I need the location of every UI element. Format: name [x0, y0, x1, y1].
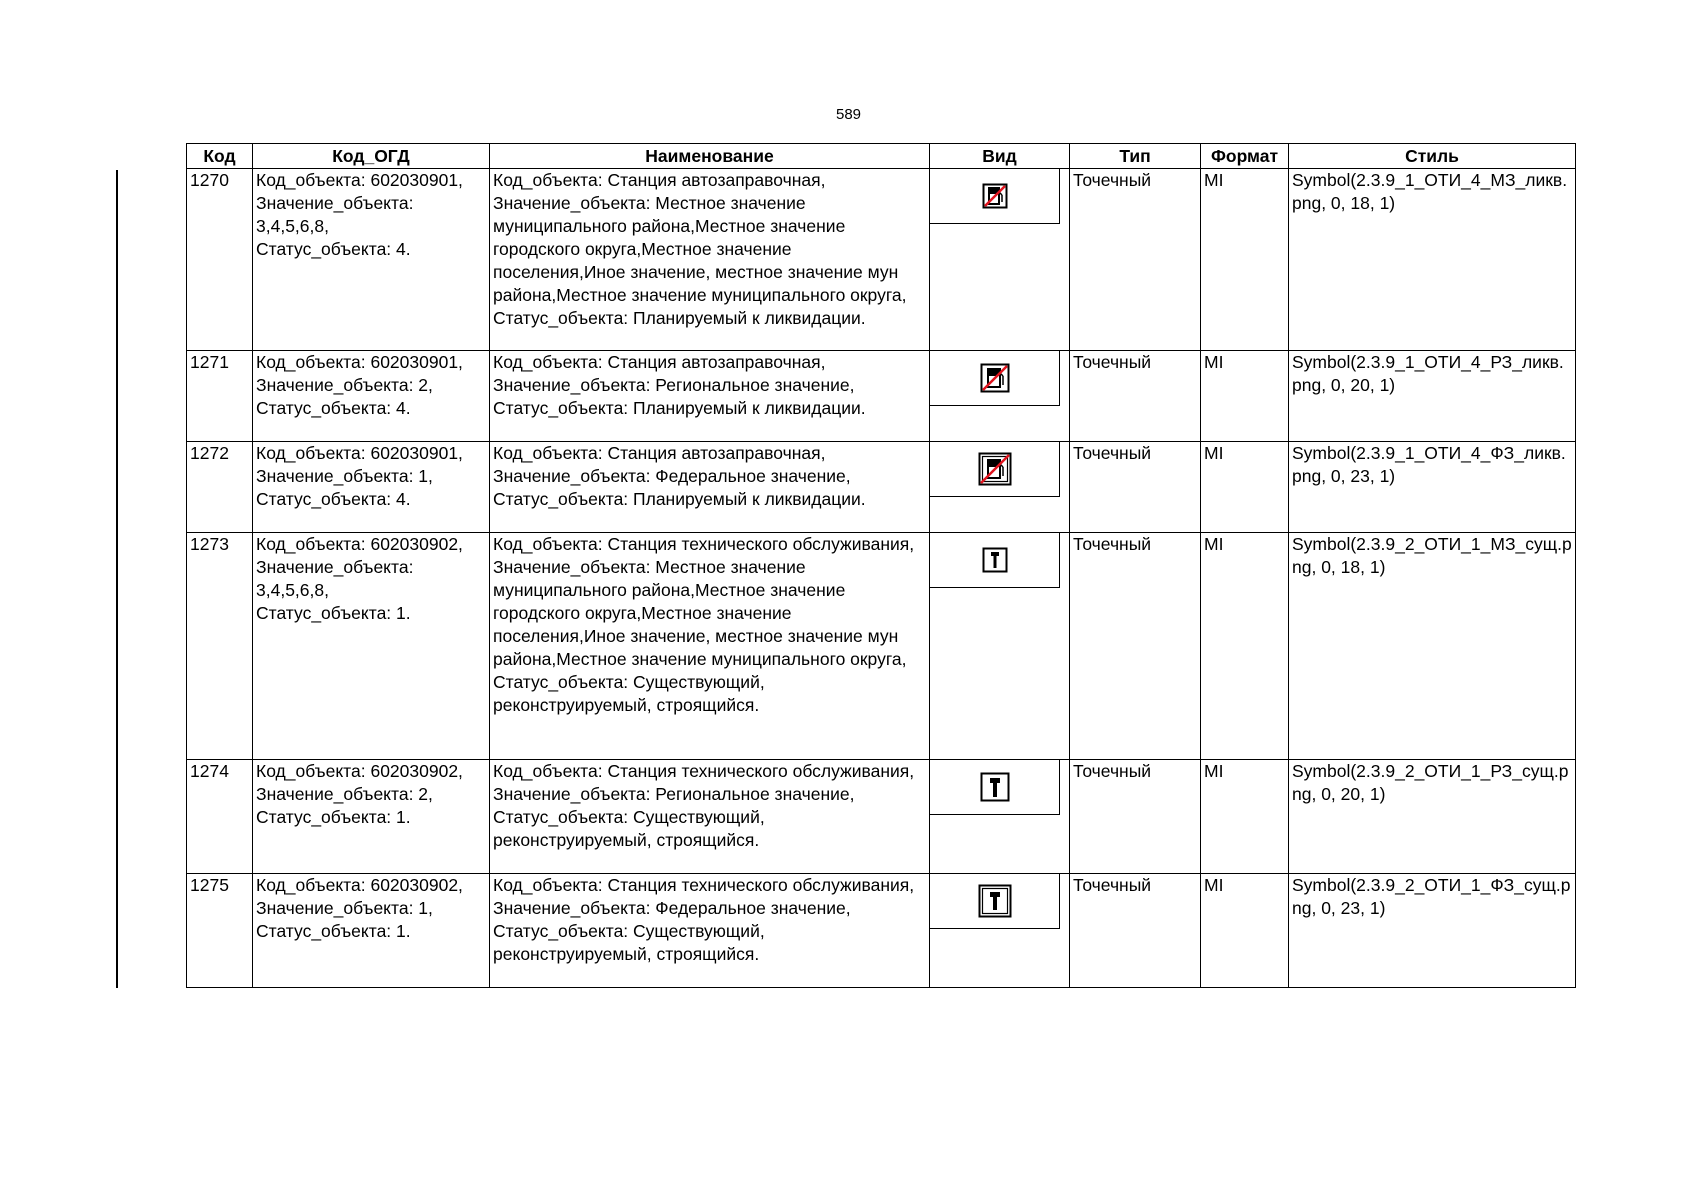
- view-cell: [930, 874, 1070, 988]
- symbol-preview: [930, 351, 1060, 406]
- ogd-line: Код_объекта: 602030901,: [256, 352, 463, 372]
- code-cell: 1270: [187, 169, 253, 351]
- symbol-preview: [930, 169, 1060, 224]
- code-cell: 1275: [187, 874, 253, 988]
- format-cell: MI: [1201, 760, 1289, 874]
- header-style: Стиль: [1289, 144, 1576, 169]
- table-row: [187, 760, 1576, 874]
- header-code: Код: [187, 144, 253, 169]
- symbol-preview: [930, 760, 1060, 815]
- symbol-preview: [930, 874, 1060, 929]
- fuel-station-liquidation-small-icon: [982, 183, 1008, 209]
- view-cell: [930, 760, 1070, 874]
- ogd-cell: [253, 169, 490, 351]
- name-cell: [490, 442, 930, 533]
- style-cell: Symbol(2.3.9_2_ОТИ_1_ФЗ_сущ.png, 0, 23, 1): [1289, 874, 1576, 988]
- format-cell: MI: [1201, 533, 1289, 760]
- ogd-line: Код_объекта: 602030901,: [256, 443, 463, 463]
- type-cell: Точечный: [1070, 442, 1201, 533]
- view-cell: [930, 442, 1070, 533]
- service-station-small-icon: [982, 547, 1008, 573]
- ogd-line: Значение_объекта:: [256, 193, 414, 213]
- ogd-line: 3,4,5,6,8,: [256, 216, 329, 236]
- view-cell: [930, 533, 1070, 760]
- margin-line: [116, 170, 118, 988]
- table-row: [187, 351, 1576, 442]
- ogd-cell: [253, 442, 490, 533]
- header-format: Формат: [1201, 144, 1289, 169]
- style-cell: Symbol(2.3.9_2_ОТИ_1_РЗ_сущ.png, 0, 20, 1): [1289, 760, 1576, 874]
- type-cell: Точечный: [1070, 760, 1201, 874]
- table-row: [187, 442, 1576, 533]
- ogd-line: Статус_объекта: 1.: [256, 921, 411, 941]
- ogd-line: Статус_объекта: 4.: [256, 489, 411, 509]
- symbol-table: [186, 143, 1576, 988]
- table-row: [187, 533, 1576, 760]
- code-cell: 1271: [187, 351, 253, 442]
- name-cell: [490, 169, 930, 351]
- format-cell: MI: [1201, 442, 1289, 533]
- name-text: Код_объекта: Станция автозаправочная, Значение_объекта: Региональное значение, Статус_объекта: Планируемый к ликвидации.: [493, 352, 866, 418]
- ogd-line: Значение_объекта: 1,: [256, 898, 433, 918]
- ogd-cell: [253, 351, 490, 442]
- ogd-line: Значение_объекта:: [256, 557, 414, 577]
- style-cell: Symbol(2.3.9_1_ОТИ_4_ФЗ_ликв.png, 0, 23, 1): [1289, 442, 1576, 533]
- code-cell: 1272: [187, 442, 253, 533]
- code-cell: 1273: [187, 533, 253, 760]
- table-header-row: [187, 144, 1576, 169]
- service-station-medium-icon: [980, 772, 1010, 802]
- page-number: 589: [835, 106, 862, 123]
- ogd-line: Статус_объекта: 4.: [256, 398, 411, 418]
- symbol-preview: [930, 533, 1060, 588]
- ogd-line: Статус_объекта: 4.: [256, 239, 411, 259]
- fuel-station-liquidation-large-icon: [978, 452, 1012, 486]
- fuel-station-liquidation-medium-icon: [980, 363, 1010, 393]
- table-row: [187, 169, 1576, 351]
- ogd-line: Код_объекта: 602030902,: [256, 761, 463, 781]
- style-cell: Symbol(2.3.9_2_ОТИ_1_МЗ_сущ.png, 0, 18, 1): [1289, 533, 1576, 760]
- name-text: Код_объекта: Станция автозаправочная, Значение_объекта: Местное значение муниципального района,Местное значение городского округа,Местное значение поселения,Иное значение, местное значение мун района,Местное значение муниципального округа, Статус_объекта: Планируемый к ликвидации.: [493, 170, 907, 328]
- code-cell: 1274: [187, 760, 253, 874]
- ogd-line: Статус_объекта: 1.: [256, 807, 411, 827]
- ogd-line: Код_объекта: 602030901,: [256, 170, 463, 190]
- format-cell: MI: [1201, 351, 1289, 442]
- name-text: Код_объекта: Станция технического обслуживания, Значение_объекта: Региональное значение, Статус_объекта: Существующий, реконструируемый, строящийся.: [493, 761, 915, 850]
- header-ogd: Код_ОГД: [253, 144, 490, 169]
- ogd-line: Значение_объекта: 1,: [256, 466, 433, 486]
- header-view: Вид: [930, 144, 1070, 169]
- format-cell: MI: [1201, 874, 1289, 988]
- service-station-large-icon: [978, 884, 1012, 918]
- name-cell: [490, 351, 930, 442]
- format-cell: MI: [1201, 169, 1289, 351]
- ogd-line: Статус_объекта: 1.: [256, 603, 411, 623]
- type-cell: Точечный: [1070, 351, 1201, 442]
- ogd-line: Значение_объекта: 2,: [256, 784, 433, 804]
- symbol-preview: [930, 442, 1060, 497]
- ogd-line: Код_объекта: 602030902,: [256, 534, 463, 554]
- ogd-cell: [253, 760, 490, 874]
- type-cell: Точечный: [1070, 169, 1201, 351]
- style-cell: Symbol(2.3.9_1_ОТИ_4_МЗ_ликв.png, 0, 18, 1): [1289, 169, 1576, 351]
- type-cell: Точечный: [1070, 533, 1201, 760]
- view-cell: [930, 351, 1070, 442]
- ogd-line: Код_объекта: 602030902,: [256, 875, 463, 895]
- table-row: [187, 874, 1576, 988]
- name-cell: [490, 760, 930, 874]
- name-text: Код_объекта: Станция автозаправочная, Значение_объекта: Федеральное значение, Статус_объекта: Планируемый к ликвидации.: [493, 443, 866, 509]
- ogd-cell: [253, 874, 490, 988]
- name-text: Код_объекта: Станция технического обслуживания, Значение_объекта: Федеральное значение, Статус_объекта: Существующий, реконструируемый, строящийся.: [493, 875, 915, 964]
- view-cell: [930, 169, 1070, 351]
- name-cell: [490, 533, 930, 760]
- header-name: Наименование: [490, 144, 930, 169]
- header-type: Тип: [1070, 144, 1201, 169]
- name-text: Код_объекта: Станция технического обслуживания, Значение_объекта: Местное значение муниципального района,Местное значение городского округа,Местное значение поселения,Иное значение, местное значение мун района,Местное значение муниципального округа, Статус_объекта: Существующий, реконструируемый, строящийся.: [493, 534, 915, 715]
- name-cell: [490, 874, 930, 988]
- ogd-line: 3,4,5,6,8,: [256, 580, 329, 600]
- style-cell: Symbol(2.3.9_1_ОТИ_4_РЗ_ликв.png, 0, 20, 1): [1289, 351, 1576, 442]
- ogd-line: Значение_объекта: 2,: [256, 375, 433, 395]
- type-cell: Точечный: [1070, 874, 1201, 988]
- ogd-cell: [253, 533, 490, 760]
